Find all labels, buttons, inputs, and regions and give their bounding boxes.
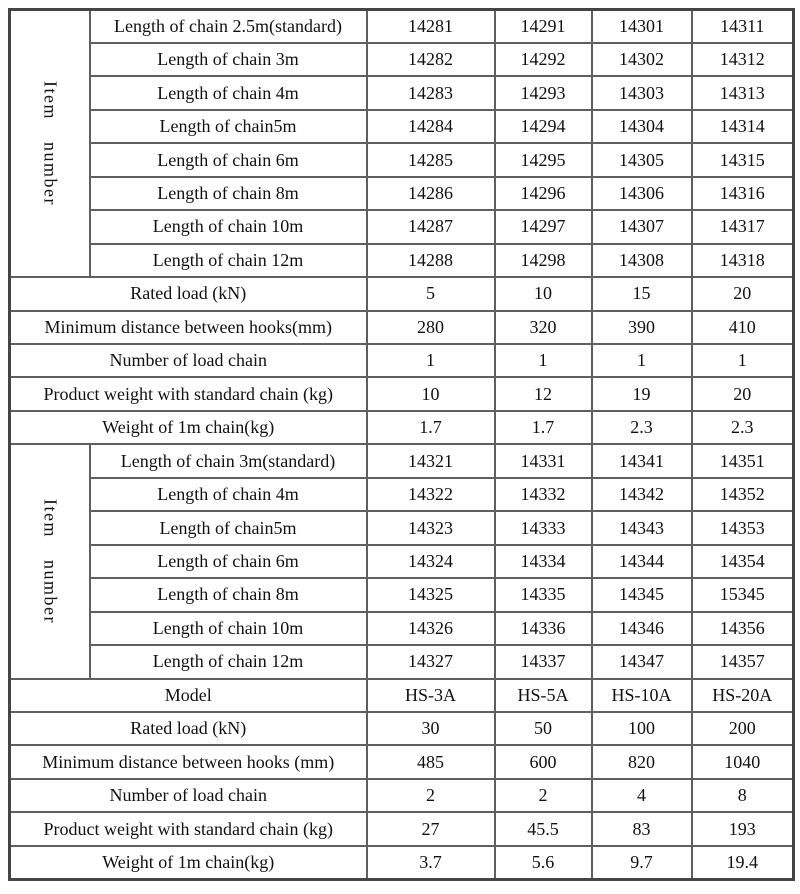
value-cell: 83: [592, 812, 692, 845]
value-cell: 14353: [692, 511, 794, 544]
value-cell: 2: [495, 779, 592, 812]
value-cell: 14282: [367, 43, 495, 76]
value-cell: 600: [495, 745, 592, 778]
value-cell: 280: [367, 311, 495, 344]
value-cell: 14308: [592, 244, 692, 277]
table-row: [10, 143, 794, 176]
value-cell: 14296: [495, 177, 592, 210]
value-cell: 14356: [692, 612, 794, 645]
table-row: [10, 76, 794, 109]
value-cell: 1: [692, 344, 794, 377]
value-cell: 10: [367, 377, 495, 410]
table-row: [10, 10, 794, 43]
value-cell: 14294: [495, 110, 592, 143]
value-cell: 14344: [592, 545, 692, 578]
value-cell: 14317: [692, 210, 794, 243]
table-row: [10, 177, 794, 210]
item-number-vertical-header: Item number: [10, 10, 90, 278]
row-label: Length of chain 6m: [90, 545, 367, 578]
spec-table-body: [10, 10, 794, 880]
value-cell: 14293: [495, 76, 592, 109]
row-label: Length of chain 10m: [90, 210, 367, 243]
row-label: Number of load chain: [10, 779, 367, 812]
value-cell: 485: [367, 745, 495, 778]
item-number-vertical-header: Item number: [10, 444, 90, 678]
value-cell: 19.4: [692, 846, 794, 879]
value-cell: 14302: [592, 43, 692, 76]
row-label: Length of chain 10m: [90, 612, 367, 645]
value-cell: 14301: [592, 10, 692, 43]
table-row: [10, 846, 794, 879]
value-cell: 14297: [495, 210, 592, 243]
row-label: Length of chain 4m: [90, 478, 367, 511]
row-label: Product weight with standard chain (kg): [10, 377, 367, 410]
value-cell: 1040: [692, 745, 794, 778]
value-cell: 8: [692, 779, 794, 812]
table-row: [10, 411, 794, 444]
value-cell: 14318: [692, 244, 794, 277]
value-cell: 5.6: [495, 846, 592, 879]
value-cell: 9.7: [592, 846, 692, 879]
value-cell: 14283: [367, 76, 495, 109]
table-row: [10, 344, 794, 377]
value-cell: 14287: [367, 210, 495, 243]
table-row: [10, 511, 794, 544]
row-label: Rated load (kN): [10, 712, 367, 745]
value-cell: 14304: [592, 110, 692, 143]
value-cell: 50: [495, 712, 592, 745]
value-cell: 200: [692, 712, 794, 745]
value-cell: HS-3A: [367, 679, 495, 712]
value-cell: 5: [367, 277, 495, 310]
value-cell: 20: [692, 277, 794, 310]
value-cell: 14325: [367, 578, 495, 611]
row-label: Weight of 1m chain(kg): [10, 846, 367, 879]
value-cell: 45.5: [495, 812, 592, 845]
value-cell: 14311: [692, 10, 794, 43]
value-cell: 20: [692, 377, 794, 410]
value-cell: 14284: [367, 110, 495, 143]
value-cell: 14286: [367, 177, 495, 210]
table-row: [10, 645, 794, 678]
row-label: Product weight with standard chain (kg): [10, 812, 367, 845]
value-cell: 19: [592, 377, 692, 410]
value-cell: 14331: [495, 444, 592, 477]
value-cell: 14346: [592, 612, 692, 645]
row-label: Number of load chain: [10, 344, 367, 377]
value-cell: 14288: [367, 244, 495, 277]
value-cell: 14313: [692, 76, 794, 109]
row-label: Length of chain 3m(standard): [90, 444, 367, 477]
value-cell: 2.3: [592, 411, 692, 444]
row-label: Length of chain 12m: [90, 244, 367, 277]
table-row: [10, 43, 794, 76]
row-label: Weight of 1m chain(kg): [10, 411, 367, 444]
value-cell: 1.7: [495, 411, 592, 444]
value-cell: 2: [367, 779, 495, 812]
value-cell: 14352: [692, 478, 794, 511]
value-cell: 193: [692, 812, 794, 845]
value-cell: 15: [592, 277, 692, 310]
value-cell: 14337: [495, 645, 592, 678]
value-cell: 14343: [592, 511, 692, 544]
value-cell: 4: [592, 779, 692, 812]
value-cell: 100: [592, 712, 692, 745]
row-label: Length of chain 8m: [90, 177, 367, 210]
row-label: Model: [10, 679, 367, 712]
value-cell: 14335: [495, 578, 592, 611]
table-row: [10, 612, 794, 645]
row-label: Length of chain 8m: [90, 578, 367, 611]
value-cell: 14315: [692, 143, 794, 176]
table-row: [10, 745, 794, 778]
value-cell: 14285: [367, 143, 495, 176]
value-cell: 3.7: [367, 846, 495, 879]
value-cell: 10: [495, 277, 592, 310]
value-cell: 390: [592, 311, 692, 344]
value-cell: 14314: [692, 110, 794, 143]
value-cell: 14295: [495, 143, 592, 176]
value-cell: 14354: [692, 545, 794, 578]
value-cell: 320: [495, 311, 592, 344]
value-cell: 14306: [592, 177, 692, 210]
value-cell: 14342: [592, 478, 692, 511]
value-cell: 14332: [495, 478, 592, 511]
chain-hoist-spec-table: [8, 8, 795, 881]
value-cell: 1: [495, 344, 592, 377]
value-cell: 14305: [592, 143, 692, 176]
row-label: Length of chain 3m: [90, 43, 367, 76]
row-label: Length of chain 12m: [90, 645, 367, 678]
table-row: [10, 812, 794, 845]
table-row: [10, 545, 794, 578]
row-label: Length of chain5m: [90, 511, 367, 544]
value-cell: 14341: [592, 444, 692, 477]
table-row: [10, 578, 794, 611]
value-cell: HS-5A: [495, 679, 592, 712]
table-row: [10, 277, 794, 310]
value-cell: 14298: [495, 244, 592, 277]
row-label: Minimum distance between hooks(mm): [10, 311, 367, 344]
value-cell: 14312: [692, 43, 794, 76]
value-cell: 14327: [367, 645, 495, 678]
row-label: Minimum distance between hooks (mm): [10, 745, 367, 778]
value-cell: 14351: [692, 444, 794, 477]
table-row: [10, 444, 794, 477]
table-row: [10, 377, 794, 410]
row-label: Length of chain 6m: [90, 143, 367, 176]
value-cell: 14307: [592, 210, 692, 243]
value-cell: 14324: [367, 545, 495, 578]
value-cell: 14357: [692, 645, 794, 678]
table-row: [10, 679, 794, 712]
value-cell: 27: [367, 812, 495, 845]
row-label: Length of chain5m: [90, 110, 367, 143]
row-label: Length of chain 4m: [90, 76, 367, 109]
value-cell: 1: [367, 344, 495, 377]
value-cell: 820: [592, 745, 692, 778]
value-cell: 14326: [367, 612, 495, 645]
table-row: [10, 110, 794, 143]
value-cell: 14303: [592, 76, 692, 109]
value-cell: 14345: [592, 578, 692, 611]
value-cell: 2.3: [692, 411, 794, 444]
row-label: Rated load (kN): [10, 277, 367, 310]
value-cell: 14292: [495, 43, 592, 76]
row-label: Length of chain 2.5m(standard): [90, 10, 367, 43]
value-cell: HS-10A: [592, 679, 692, 712]
value-cell: 1: [592, 344, 692, 377]
table-row: [10, 210, 794, 243]
value-cell: 14347: [592, 645, 692, 678]
value-cell: 14334: [495, 545, 592, 578]
value-cell: 30: [367, 712, 495, 745]
value-cell: 14322: [367, 478, 495, 511]
table-row: [10, 311, 794, 344]
value-cell: 14336: [495, 612, 592, 645]
value-cell: 14321: [367, 444, 495, 477]
table-row: [10, 478, 794, 511]
value-cell: 1.7: [367, 411, 495, 444]
value-cell: 14281: [367, 10, 495, 43]
value-cell: 12: [495, 377, 592, 410]
value-cell: 14291: [495, 10, 592, 43]
table-row: [10, 244, 794, 277]
value-cell: 14333: [495, 511, 592, 544]
table-row: [10, 779, 794, 812]
value-cell: HS-20A: [692, 679, 794, 712]
value-cell: 410: [692, 311, 794, 344]
table-row: [10, 712, 794, 745]
value-cell: 14323: [367, 511, 495, 544]
value-cell: 14316: [692, 177, 794, 210]
value-cell: 15345: [692, 578, 794, 611]
